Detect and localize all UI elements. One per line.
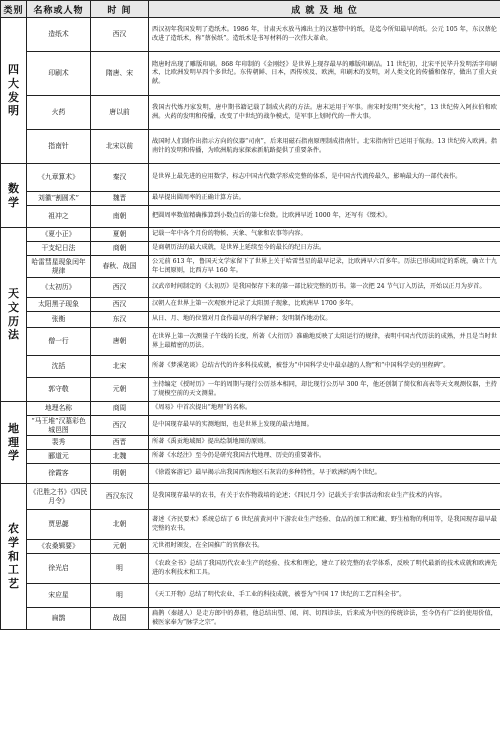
achievement-cell: 从日、月、地的位置对月食作最早的科学解释；发明制作地动仪。 xyxy=(149,312,500,328)
time-cell: 西汉 xyxy=(91,298,149,312)
name-cell: 指南针 xyxy=(27,130,91,164)
name-cell: 徐光启 xyxy=(27,554,91,584)
achievement-cell: 所著《禹贡地域图》提出绘制地图的原则。 xyxy=(149,436,500,450)
achievement-cell: 记载一年中各个月份的物候、天象、气象和农事等内容。 xyxy=(149,228,500,242)
name-cell: 裴秀 xyxy=(27,436,91,450)
table-row xyxy=(1,554,500,584)
achievement-cell: 《徐霞客游记》最早揭示出我国西南地区石灰岩的多种特性，早于欧洲约两个世纪。 xyxy=(149,464,500,484)
table-row xyxy=(1,402,500,416)
table-row xyxy=(1,584,500,608)
category-cell xyxy=(1,484,27,630)
achievement-cell: 所著《梦溪笔谈》总结古代的许多科技成就，被誉为“中国科学史中最卓越的人物”和“中国科学史的里程碑”。 xyxy=(149,356,500,378)
achievement-cell: 主持编定《授时历》一年的周期与现行公历基本相同，却比现行公历早 300 年，他还创制了简仪和高表等天文观测仪器，主持了规模空前的天文测量。 xyxy=(149,378,500,402)
name-cell: 《农桑辑要》 xyxy=(27,540,91,554)
time-cell: 北宋 xyxy=(91,356,149,378)
category-char: 地 xyxy=(8,421,19,435)
time-cell: 明 xyxy=(91,584,149,608)
achievement-cell: 《农政全书》总结了我国历代农业生产的经验、技术和理论，建立了较完整的农学体系，反映了明代最新的技术成就和欧洲先进的水利技术和工具。 xyxy=(149,554,500,584)
category-cell xyxy=(1,402,27,484)
table-row xyxy=(1,278,500,298)
achievement-cell: 著述《齐民要术》系统总结了 6 世纪前黄河中下游农业生产经验、食品的加工和贮藏、野生植物的利用等，是我国现存最早最完整的农书。 xyxy=(149,510,500,540)
achievement-cell: 是中国现存最早的实测地图，也是世界上发现的最古地图。 xyxy=(149,416,500,436)
achievement-cell: 是我国现存最早的农书，有关于农作物栽培的论述；《四民月令》记载关于农事活动和农业生产技术的内容。 xyxy=(149,484,500,510)
table-row xyxy=(1,52,500,96)
achievement-cell: 最早提出圆周率的正确计算方法。 xyxy=(149,192,500,206)
header-category: 类别 xyxy=(1,1,27,18)
time-cell: 北魏 xyxy=(91,450,149,464)
category-cell xyxy=(1,18,27,164)
name-cell: 刘徽“割圆术” xyxy=(27,192,91,206)
table-row xyxy=(1,164,500,192)
name-cell: 火药 xyxy=(27,96,91,130)
achievement-cell: 战国时人们制作出指示方向的仪器“司南”，后来用磁石指南原理制成指南针。北宋指南针已运用于航海。13 世纪传入欧洲。指南针的发明和传播，为欧洲航海家探索新航路提供了重要条件。 xyxy=(149,130,500,164)
time-cell: 夏朝 xyxy=(91,228,149,242)
time-cell: 明朝 xyxy=(91,464,149,484)
category-char: 学 xyxy=(8,195,19,209)
table-row xyxy=(1,328,500,356)
name-cell: 地理名称 xyxy=(27,402,91,416)
table-row xyxy=(1,540,500,554)
table-row xyxy=(1,228,500,242)
achievement-cell: 西汉初年我国发明了造纸术。1986 年，甘肃天水放马滩出土的汉墓带中的纸，是迄今所知最早的纸。公元 105 年，东汉蔡伦改进了造纸术，称“蔡侯纸”。造纸术是书写材料的一次伟大革命。 xyxy=(149,18,500,52)
time-cell: 唐朝 xyxy=(91,328,149,356)
time-cell: 商周 xyxy=(91,402,149,416)
name-cell: 僧一行 xyxy=(27,328,91,356)
table-row xyxy=(1,206,500,228)
achievement-cell: 汉武帝时间制定的《太初历》是我国保存下来的第一部比较完整的历书。第一次把 24 节气订入历法，开始以正月为岁首。 xyxy=(149,278,500,298)
category-char: 历 xyxy=(8,314,19,328)
achievement-cell: 所著《水经注》至今仍是研究我国古代地理、历史的重要著作。 xyxy=(149,450,500,464)
table-row xyxy=(1,298,500,312)
name-cell: 干支纪日法 xyxy=(27,242,91,256)
name-cell: 造纸术 xyxy=(27,18,91,52)
time-cell: 隋唐、宋 xyxy=(91,52,149,96)
name-cell: 祖冲之 xyxy=(27,206,91,228)
name-cell: “马王堆”汉墓彩色城邑图 xyxy=(27,416,91,436)
time-cell: 魏晋 xyxy=(91,192,149,206)
time-cell: 北宋以前 xyxy=(91,130,149,164)
time-cell: 春秋、战国 xyxy=(91,256,149,278)
header-name: 名称或人物 xyxy=(27,1,91,18)
achievement-cell: 扁鹊（秦越人）是走方郎中的鼻祖，他总结出望、闻、问、切四诊法，后来成为中医的传统诊法，至今仍有广泛的使用价值，被医家奉为“脉学之宗”。 xyxy=(149,608,500,630)
category-char: 艺 xyxy=(8,577,19,591)
name-cell: 《夏小正》 xyxy=(27,228,91,242)
table-row xyxy=(1,96,500,130)
achievement-cell: 《天工开物》总结了明代农业、手工业的科技成就，被誉为“中国 17 世纪的工艺百科全书”。 xyxy=(149,584,500,608)
achievement-cell: 汉朝人在世界上第一次观察并记录了太阳黑子现象，比欧洲早 1700 多年。 xyxy=(149,298,500,312)
header-row xyxy=(1,1,500,18)
category-char: 发 xyxy=(8,90,19,104)
table-body xyxy=(1,18,500,630)
category-char: 数 xyxy=(8,181,19,195)
table-row xyxy=(1,464,500,484)
time-cell: 战国 xyxy=(91,608,149,630)
category-char: 明 xyxy=(8,104,19,118)
time-cell: 明 xyxy=(91,554,149,584)
time-cell: 秦汉 xyxy=(91,164,149,192)
table-row xyxy=(1,242,500,256)
time-cell: 东汉 xyxy=(91,312,149,328)
table-row xyxy=(1,608,500,630)
achievement-cell: 在世界上第一次测量子午线的长度，所著《大衍历》准确地反映了太阳运行的规律，表明中国古代历法的成熟，并且是当时世界上最精密的历法。 xyxy=(149,328,500,356)
category-cell xyxy=(1,164,27,228)
achievement-cell: 是世界上最先进的应用数学，标志中国古代数学形成完整的体系，是中国古代流传最久，影响最大的一部代表作。 xyxy=(149,164,500,192)
time-cell: 南朝 xyxy=(91,206,149,228)
category-char: 四 xyxy=(8,63,19,76)
table-row xyxy=(1,378,500,402)
category-char: 农 xyxy=(8,522,19,536)
name-cell: 贾思勰 xyxy=(27,510,91,540)
header-achievement: 成 就 及 地 位 xyxy=(149,1,500,18)
name-cell: 太阳黑子现象 xyxy=(27,298,91,312)
time-cell: 唐以前 xyxy=(91,96,149,130)
name-cell: 徐霞客 xyxy=(27,464,91,484)
name-cell: 印刷术 xyxy=(27,52,91,96)
time-cell: 元朝 xyxy=(91,540,149,554)
achievement-cell: 是商朝历法的最大成就，是世界上延续至今的最长的纪日方法。 xyxy=(149,242,500,256)
name-cell: 沈括 xyxy=(27,356,91,378)
table-row xyxy=(1,484,500,510)
category-char: 理 xyxy=(8,435,19,449)
time-cell: 商朝 xyxy=(91,242,149,256)
table-row xyxy=(1,312,500,328)
table-row xyxy=(1,192,500,206)
time-cell: 北朝 xyxy=(91,510,149,540)
name-cell: 哈雷彗星现象闰年规律 xyxy=(27,256,91,278)
category-char: 文 xyxy=(8,300,19,314)
table-row xyxy=(1,356,500,378)
category-char: 学 xyxy=(8,535,19,549)
table-row xyxy=(1,130,500,164)
category-char: 天 xyxy=(8,287,19,300)
time-cell: 西汉东汉 xyxy=(91,484,149,510)
header-time: 时 间 xyxy=(91,1,149,18)
category-char: 和 xyxy=(8,549,19,563)
time-cell: 西汉 xyxy=(91,278,149,298)
name-cell: 郦道元 xyxy=(27,450,91,464)
category-char: 工 xyxy=(8,563,19,577)
name-cell: 扁鹊 xyxy=(27,608,91,630)
category-char: 法 xyxy=(8,328,19,342)
category-char: 大 xyxy=(8,76,19,90)
time-cell: 元朝 xyxy=(91,378,149,402)
table-row xyxy=(1,416,500,436)
table-row xyxy=(1,256,500,278)
category-cell xyxy=(1,228,27,402)
name-cell: 《九章算术》 xyxy=(27,164,91,192)
table-row xyxy=(1,18,500,52)
table-row xyxy=(1,510,500,540)
achievement-cell: 把圆周率数值精确推算到小数点后的第七位数。比欧洲早近 1000 年，还写有《缀术》。 xyxy=(149,206,500,228)
name-cell: 《氾胜之书》《四民月令》 xyxy=(27,484,91,510)
time-cell: 西晋 xyxy=(91,436,149,450)
achievement-cell: 元世祖时颁发，在全国推广的官修农书。 xyxy=(149,540,500,554)
achievement-cell: 《周易》中首次提出“地理”的名称。 xyxy=(149,402,500,416)
achievement-cell: 公元前 613 年，鲁国天文学家留下了世界上关于哈雷彗星的最早记录，比欧洲早六百多年。历法已形成固定的系统，确立十九年七闰原则，比西方早 160 年。 xyxy=(149,256,500,278)
time-cell: 西汉 xyxy=(91,18,149,52)
name-cell: 宋应星 xyxy=(27,584,91,608)
time-cell: 西汉 xyxy=(91,416,149,436)
achievement-cell: 我国古代炼丹家发明，唐中期书籍记载了制成火药的方法。唐末运用于军事。南宋时发明“突火枪”，13 世纪传入阿拉伯和欧洲。火药的发明和传播，改变了中世纪的战争模式，是军事上划时代的一件大事。 xyxy=(149,96,500,130)
name-cell: 《太初历》 xyxy=(27,278,91,298)
table-row xyxy=(1,450,500,464)
name-cell: 张衡 xyxy=(27,312,91,328)
name-cell: 郭守敬 xyxy=(27,378,91,402)
category-char: 学 xyxy=(8,449,19,463)
achievement-cell: 隋唐时出现了雕版印刷。868 年印制的《金刚经》是世界上现存最早的雕版印刷品。11 世纪初，北宋平民毕升发明活字印刷术，比欧洲发明早四个多世纪。东传朝鲜、日本，西传埃及、欧洲，印刷术的发明，对人类文化的传播和保存，做出了重大贡献。 xyxy=(149,52,500,96)
table-row xyxy=(1,436,500,450)
